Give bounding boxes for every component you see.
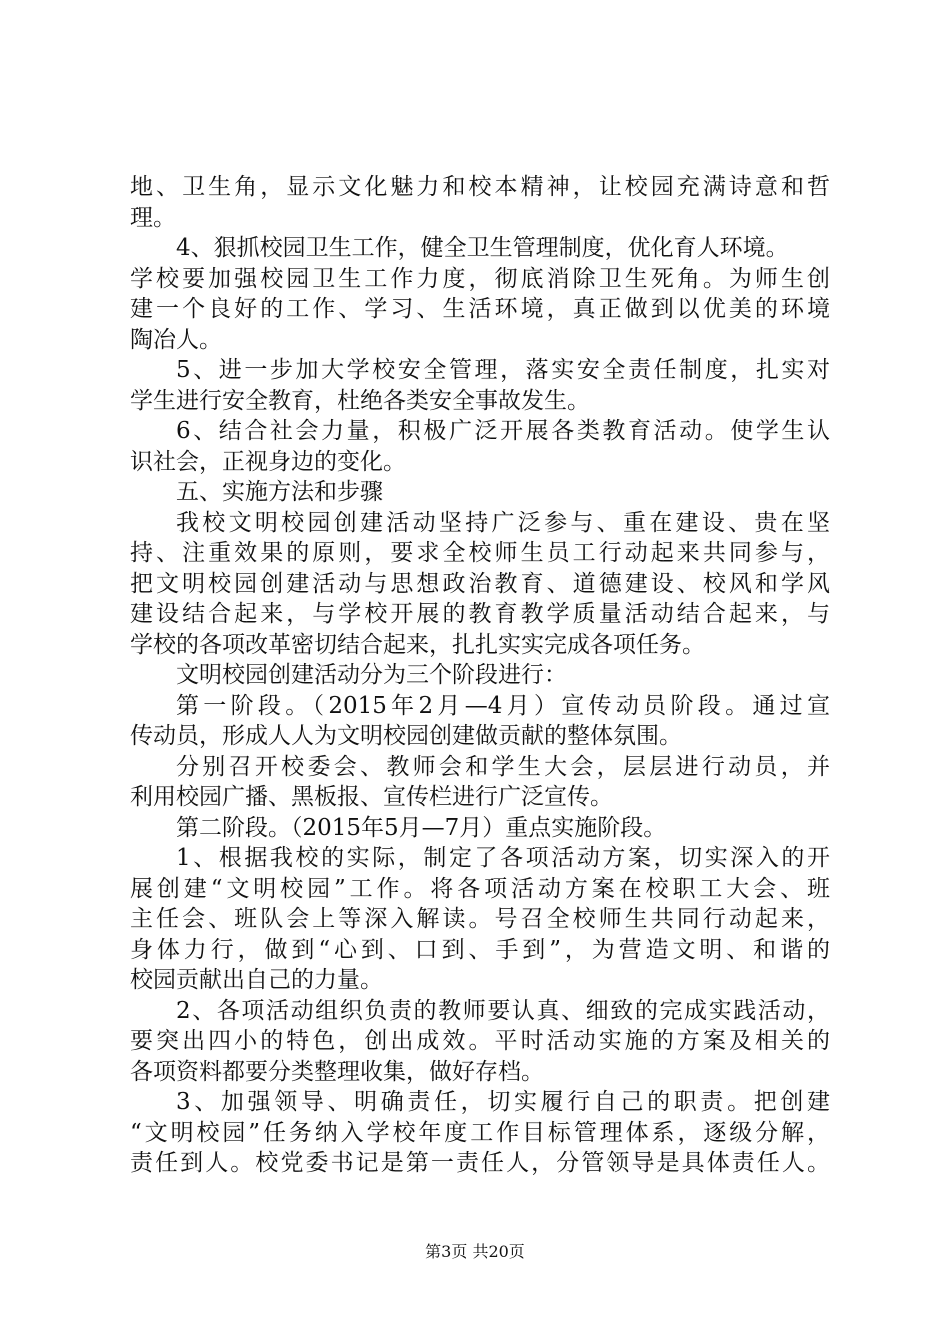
text-line: 学校的各项改革密切结合起来，扎扎实实完成各项任务。 [130, 631, 705, 658]
text-line: 识社会，正视身边的变化。 [130, 448, 406, 475]
text-line: 文明校园创建活动分为三个阶段进行： [176, 662, 567, 688]
text-line: 建设结合起来，与学校开展的教育教学质量活动结合起来，与 [130, 601, 830, 627]
text-line: 理。 [130, 204, 176, 231]
page-footer: 第3页 共20页 [425, 1242, 525, 1261]
text-line: 第二阶段。（2015年5月—7月）重点实施阶段。 [176, 814, 667, 841]
text-line: 分别召开校委会、教师会和学生大会，层层进行动员，并 [176, 753, 830, 780]
text-line: 学生进行安全教育，杜绝各类安全事故发生。 [130, 387, 590, 414]
text-line: “文明校园”任务纳入学校年度工作目标管理体系，逐级分解， [130, 1119, 830, 1146]
text-line: 要突出四小的特色，创出成效。平时活动实施的方案及相关的 [130, 1028, 830, 1054]
text-line: 1、根据我校的实际，制定了各项活动方案，切实深入的开 [176, 845, 830, 871]
text-line: 陶冶人。 [130, 326, 222, 353]
text-line: 五、实施方法和步骤 [176, 479, 383, 505]
text-line: 展创建“文明校园”工作。将各项活动方案在校职工大会、班 [130, 875, 830, 902]
text-line: 传动员，形成人人为文明校园创建做贡献的整体氛围。 [130, 723, 682, 749]
text-line: 6、结合社会力量，积极广泛开展各类教育活动。使学生认 [176, 418, 830, 444]
text-line: 学校要加强校园卫生工作力度，彻底消除卫生死角。为师生创 [130, 265, 830, 292]
text-line: 利用校园广播、黑板报、宣传栏进行广泛宣传。 [130, 784, 613, 810]
document-body [130, 172, 830, 1179]
text-line: 责任到人。校党委书记是第一责任人，分管领导是具体责任人。 [130, 1150, 830, 1176]
text-line: 地、卫生角，显示文化魅力和校本精神，让校园充满诗意和哲 [130, 174, 830, 200]
text-line: 主任会、班队会上等深入解读。号召全校师生共同行动起来， [130, 906, 830, 932]
text-line: 5、进一步加大学校安全管理，落实安全责任制度，扎实对 [176, 357, 830, 383]
text-line: 建一个良好的工作、学习、生活环境，真正做到以优美的环境 [130, 296, 830, 322]
text-line: 各项资料都要分类整理收集，做好存档。 [130, 1058, 544, 1085]
text-line: 4、狠抓校园卫生工作，健全卫生管理制度，优化育人环境。 [176, 235, 789, 261]
text-line: 身体力行，做到“心到、口到、手到”，为营造文明、和谐的 [130, 936, 830, 963]
text-line: 3、加强领导、明确责任，切实履行自己的职责。把创建 [176, 1089, 830, 1115]
text-line: 把文明校园创建活动与思想政治教育、道德建设、校风和学风 [130, 570, 830, 597]
text-line: 校园贡献出自己的力量。 [130, 967, 383, 993]
text-line: 持、注重效果的原则，要求全校师生员工行动起来共同参与， [130, 540, 830, 566]
text-line: 第一阶段。（2015年2月—4月）宣传动员阶段。通过宣 [176, 692, 830, 719]
text-line: 我校文明校园创建活动坚持广泛参与、重在建设、贵在坚 [176, 509, 830, 536]
text-line: 2、各项活动组织负责的教师要认真、细致的完成实践活动， [176, 997, 830, 1024]
